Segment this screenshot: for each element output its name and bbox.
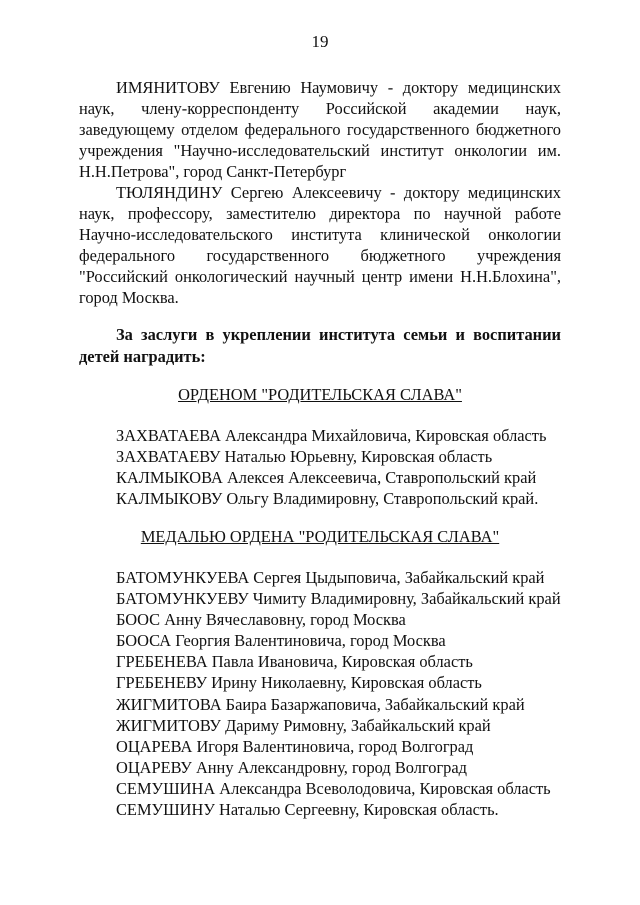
paragraph-tyulyandin: ТЮЛЯНДИНУ Сергею Алексеевичу - доктору медицинских наук, профессору, заместителю директора по научной работе Научно-исследовательского института клинической онкологии федерального государственного бюджетного учреждения "Российский онкологический научный центр имени Н.Н.Блохина", город Москва. [79,183,561,308]
list-item: ОЦАРЕВУ Анну Александровну, город Волгоград [116,757,467,777]
list-item: БАТОМУНКУЕВУ Чимиту Владимировну, Забайкальский край [116,589,561,609]
list-item: БООСА Георгия Валентиновича, город Москва [116,631,446,651]
list-item: ЖИГМИТОВА Баира Базаржаповича, Забайкальский край [116,694,525,714]
section-heading-medal: МЕДАЛЬЮ ОРДЕНА "РОДИТЕЛЬСКАЯ СЛАВА" [140,527,500,546]
section-heading-order: ОРДЕНОМ "РОДИТЕЛЬСКАЯ СЛАВА" [178,385,462,404]
list-item: БООС Анну Вячеславовну, город Москва [116,610,406,630]
list-item: ГРЕБЕНЕВУ Ирину Николаевну, Кировская область [116,673,482,693]
list-item: КАЛМЫКОВУ Ольгу Владимировну, Ставропольский край. [116,489,539,509]
list-item: ОЦАРЕВА Игоря Валентиновича, город Волгоград [116,736,474,756]
list-item: ЖИГМИТОВУ Дариму Римовну, Забайкальский край [116,715,491,735]
name-list-medal [116,567,561,820]
list-item: СЕМУШИНУ Наталью Сергеевну, Кировская область. [116,800,499,820]
list-item: БАТОМУНКУЕВА Сергея Цыдыповича, Забайкальский край [116,568,545,587]
list-item: ЗАХВАТАЕВУ Наталью Юрьевну, Кировская область [116,447,493,467]
list-item: ЗАХВАТАЕВА Александра Михайловича, Кировская область [116,426,547,445]
page-number: 19 [311,32,329,51]
list-item: СЕМУШИНА Александра Всеволодовича, Кировская область [116,778,551,798]
list-item: ГРЕБЕНЕВА Павла Ивановича, Кировская область [116,652,473,672]
name-list-order [116,425,546,509]
paragraph-imyanitov: ИМЯНИТОВУ Евгению Наумовичу - доктору медицинских наук, члену-корреспонденту Российской академии наук, заведующему отделом федерального государственного бюджетного учреждения "Научно-исследовательский институт онкологии им. Н.Н.Петрова", город Санкт-Петербург [79,78,561,182]
award-intro: За заслуги в укреплении института семьи и воспитании детей наградить: [79,325,561,366]
list-item: КАЛМЫКОВА Алексея Алексеевича, Ставропольский край [116,468,537,488]
